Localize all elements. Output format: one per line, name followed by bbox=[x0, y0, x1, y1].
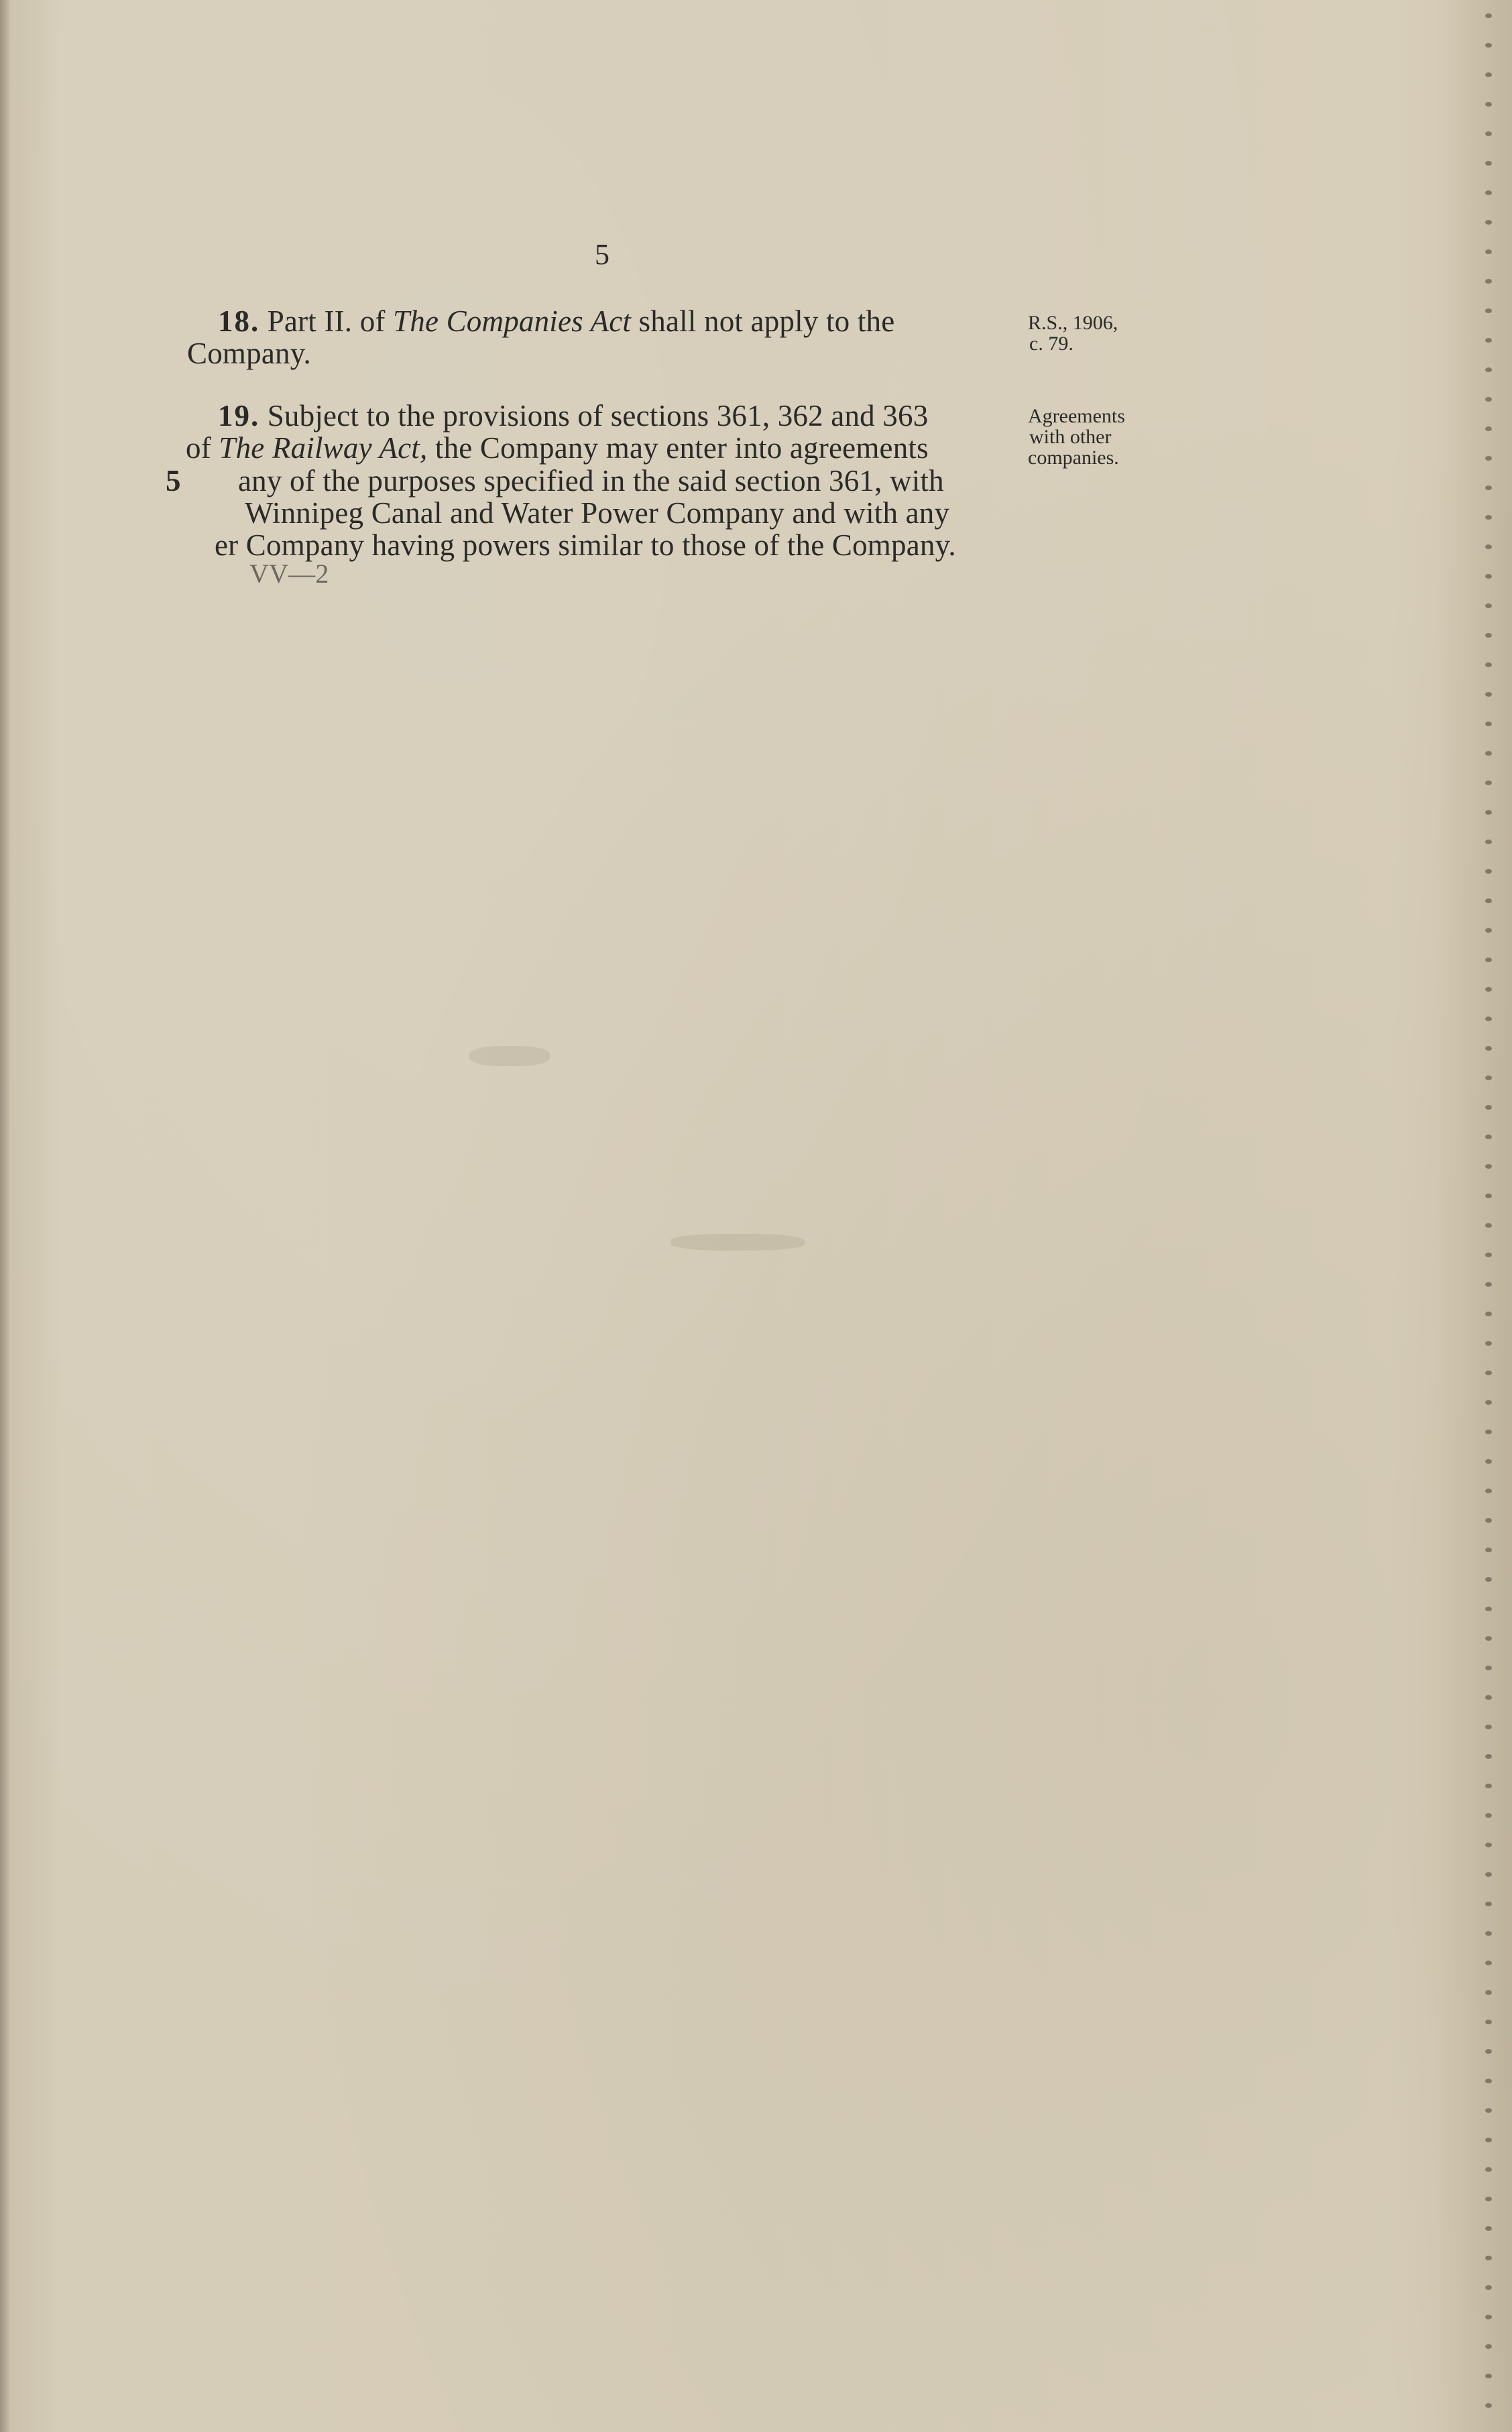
section-19-line-1 bbox=[218, 401, 928, 431]
perforation-mark bbox=[1485, 1312, 1492, 1316]
section-19-number: 19. bbox=[218, 399, 260, 432]
perforation-mark bbox=[1485, 308, 1492, 313]
perforation-mark bbox=[1485, 1666, 1492, 1670]
perforation-mark bbox=[1485, 987, 1492, 992]
perforation-mark bbox=[1485, 2226, 1492, 2231]
page-left-edge bbox=[0, 0, 9, 2432]
section-19-line-2-prefix: of bbox=[186, 431, 219, 465]
perforation-mark bbox=[1485, 1548, 1492, 1552]
perforation-mark bbox=[1485, 1754, 1492, 1759]
section-19-line-2-tail: the Company may enter into agreements bbox=[427, 431, 929, 465]
perforation-mark bbox=[1485, 2138, 1492, 2142]
perforation-mark bbox=[1485, 1813, 1492, 1818]
perforation-mark bbox=[1485, 869, 1492, 874]
perforation-mark bbox=[1485, 515, 1492, 520]
section-18-act-name: The Companies Act bbox=[393, 304, 632, 338]
perforation-mark bbox=[1485, 1223, 1492, 1228]
perforation-mark bbox=[1485, 1725, 1492, 1729]
perforation-mark bbox=[1485, 1518, 1492, 1523]
perforation-mark bbox=[1485, 2344, 1492, 2349]
footer-reference: VV—2 bbox=[249, 559, 329, 589]
section-18-part-text: Part II. of bbox=[259, 304, 394, 338]
perforation-mark bbox=[1485, 249, 1492, 254]
perforation-mark bbox=[1485, 2197, 1492, 2201]
perforation-mark bbox=[1485, 633, 1492, 638]
perforation-mark bbox=[1485, 2108, 1492, 2113]
perforation-mark bbox=[1485, 1843, 1492, 1847]
perforation-mark bbox=[1485, 397, 1492, 402]
perforation-mark bbox=[1485, 1636, 1492, 1641]
paper-smudge bbox=[469, 1046, 550, 1066]
perforation-mark bbox=[1485, 1577, 1492, 1582]
perforation-mark bbox=[1485, 1990, 1492, 1995]
perforation-mark bbox=[1485, 1194, 1492, 1198]
perforation-mark bbox=[1485, 958, 1492, 962]
section-19-line-4: Winnipeg Canal and Water Power Company and with any bbox=[245, 496, 950, 530]
perforation-mark bbox=[1485, 1931, 1492, 1936]
perforation-mark bbox=[1485, 1400, 1492, 1405]
perforation-mark bbox=[1485, 780, 1492, 785]
perforation-mark bbox=[1485, 220, 1492, 225]
perforation-mark bbox=[1485, 1607, 1492, 1611]
section-19-line-5: er Company having powers similar to those of the Company. bbox=[215, 528, 956, 562]
perforation-mark bbox=[1485, 1430, 1492, 1434]
perforation-mark bbox=[1485, 2020, 1492, 2024]
perforation-mark bbox=[1485, 2285, 1492, 2290]
perforation-mark bbox=[1485, 1164, 1492, 1169]
section-18-margin-note-2: c. 79. bbox=[1029, 333, 1073, 355]
perforation-mark bbox=[1485, 367, 1492, 372]
perforation-mark bbox=[1485, 1135, 1492, 1139]
perforation-mark bbox=[1485, 190, 1492, 195]
perforation-mark bbox=[1485, 1341, 1492, 1346]
perforation-mark bbox=[1485, 102, 1492, 107]
perforation-mark bbox=[1485, 2403, 1492, 2408]
section-19-line-2 bbox=[186, 433, 929, 463]
perforation-mark bbox=[1485, 574, 1492, 579]
section-19-act-name: The Railway Act, bbox=[219, 431, 428, 465]
perforation-mark bbox=[1485, 721, 1492, 726]
perforation-mark bbox=[1485, 485, 1492, 490]
section-19-margin-note-2: with other bbox=[1029, 426, 1112, 448]
paper-smudge bbox=[671, 1234, 805, 1251]
section-19-line-3: any of the purposes specified in the said section 361, with bbox=[238, 464, 944, 498]
perforation-mark bbox=[1485, 1459, 1492, 1464]
perforation-mark bbox=[1485, 1961, 1492, 1965]
perforation-mark bbox=[1485, 161, 1492, 166]
perforation-mark bbox=[1485, 1784, 1492, 1788]
perforation-mark bbox=[1485, 1017, 1492, 1021]
section-18-line-2: Company. bbox=[187, 337, 311, 370]
perforation-mark bbox=[1485, 2374, 1492, 2378]
perforation-mark bbox=[1485, 13, 1492, 18]
section-19-margin-note-1: Agreements bbox=[1028, 405, 1125, 427]
section-18-line-1 bbox=[218, 306, 894, 337]
perforation-mark bbox=[1485, 1872, 1492, 1877]
perforation-mark bbox=[1485, 1105, 1492, 1110]
perforation-mark bbox=[1485, 544, 1492, 549]
perforation-mark bbox=[1485, 2167, 1492, 2172]
perforation-mark bbox=[1485, 279, 1492, 284]
section-18-number: 18. bbox=[218, 304, 260, 338]
perforation-mark bbox=[1485, 456, 1492, 461]
perforation-mark bbox=[1485, 899, 1492, 903]
perforation-mark bbox=[1485, 751, 1492, 756]
page-number: 5 bbox=[595, 238, 609, 271]
section-19-margin-note-3: companies. bbox=[1028, 447, 1119, 469]
perforation-mark bbox=[1485, 131, 1492, 136]
perforation-mark bbox=[1485, 603, 1492, 608]
perforation-mark bbox=[1485, 662, 1492, 667]
perforation-mark bbox=[1485, 1046, 1492, 1051]
perforation-mark bbox=[1485, 1076, 1492, 1080]
perforation-mark bbox=[1485, 1902, 1492, 1906]
perforated-edge bbox=[1438, 0, 1512, 2432]
perforation-mark bbox=[1485, 1253, 1492, 1257]
perforation-mark bbox=[1485, 338, 1492, 343]
perforation-mark bbox=[1485, 1282, 1492, 1287]
section-19-line-1-text: Subject to the provisions of sections 361, 362 and 363 bbox=[259, 399, 929, 432]
perforation-mark bbox=[1485, 72, 1492, 77]
perforation-mark bbox=[1485, 2256, 1492, 2260]
section-18-margin-note-1: R.S., 1906, bbox=[1028, 312, 1118, 334]
perforation-mark bbox=[1485, 2049, 1492, 2054]
line-marker: 5 bbox=[166, 464, 181, 498]
perforation-mark bbox=[1485, 1489, 1492, 1493]
perforation-mark bbox=[1485, 1695, 1492, 1700]
perforation-mark bbox=[1485, 1371, 1492, 1375]
perforation-mark bbox=[1485, 426, 1492, 431]
perforation-mark bbox=[1485, 692, 1492, 697]
perforation-mark bbox=[1485, 810, 1492, 815]
perforation-mark bbox=[1485, 2315, 1492, 2319]
perforation-mark bbox=[1485, 2079, 1492, 2083]
section-18-tail-text: shall not apply to the bbox=[631, 304, 895, 338]
perforation-mark bbox=[1485, 928, 1492, 933]
perforation-mark bbox=[1485, 839, 1492, 844]
perforation-mark bbox=[1485, 43, 1492, 48]
